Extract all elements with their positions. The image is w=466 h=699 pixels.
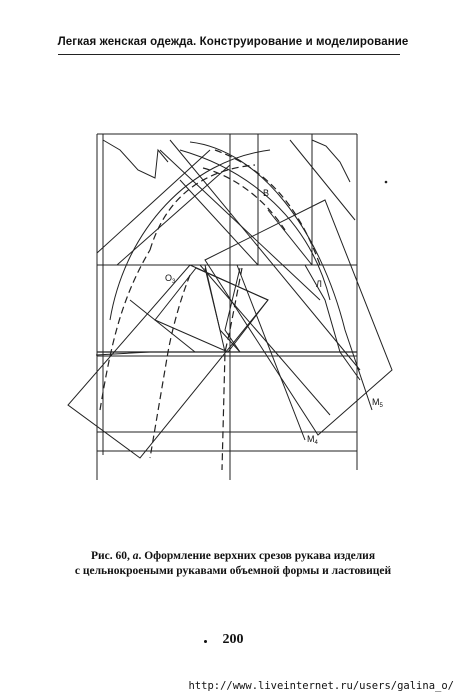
left-neckline	[103, 140, 168, 178]
dashed-seam-2	[203, 168, 285, 230]
page-number: 200	[222, 632, 244, 647]
figure-caption	[0, 549, 466, 579]
label-l: Л	[316, 279, 322, 289]
diag-9	[130, 300, 195, 352]
dashed-sleeve-left-2	[100, 250, 150, 410]
hem-curve	[96, 352, 357, 355]
caption-text-1: . Оформление верхних срезов рукава изделия	[138, 550, 376, 562]
sleeve-block-left	[68, 265, 268, 458]
diag-4	[170, 140, 360, 370]
dashed-seam-1	[222, 268, 242, 470]
stray-dot	[385, 181, 388, 184]
caption-fig-letter: а	[132, 550, 139, 562]
caption-line-1	[0, 549, 466, 564]
label-m5: $М_5$	[372, 397, 383, 409]
label-o3: $О_3$	[165, 273, 176, 285]
dashed-sleeve-right	[215, 150, 320, 265]
running-header: Легкая женская одежда. Конструирование и моделирование	[57, 36, 409, 48]
caption-line-2: с цельнокроеными рукавами объемной формы и ластовицей	[74, 565, 392, 577]
sleeve-cap-right-2	[190, 142, 372, 410]
side-line-right	[305, 265, 360, 380]
dashed-sleeve-left	[150, 165, 255, 250]
dashed-sleeve-mid	[150, 275, 190, 458]
diag-11	[268, 210, 312, 265]
sleeve-cap-left	[110, 150, 270, 320]
caption-fig-prefix: Рис. 60,	[90, 550, 133, 562]
diag-7	[200, 265, 330, 415]
label-m4: $М_4$	[307, 434, 318, 446]
sleeve-block-right	[205, 200, 392, 435]
right-neckline	[312, 140, 350, 182]
diag-10	[180, 180, 258, 265]
diag-1	[97, 150, 210, 253]
source-url: http://www.liveinternet.ru/users/galina_o/	[188, 680, 454, 692]
sleeve-cap-right	[180, 150, 330, 300]
label-v: В	[263, 188, 270, 198]
diag-5	[290, 140, 355, 220]
